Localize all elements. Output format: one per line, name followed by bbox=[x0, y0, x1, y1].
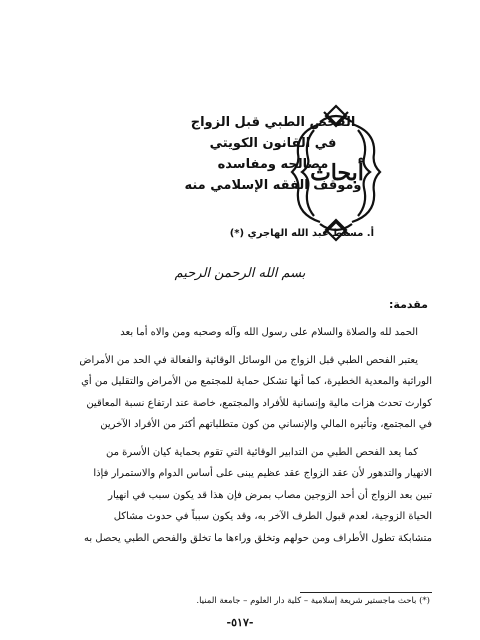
text-line: في المجتمع، وتأثيره المالي والإنساني من كون متطلباتهم أكثر من الأفراد الآخرين bbox=[100, 419, 432, 430]
footnote-divider bbox=[300, 592, 432, 593]
title-line: الفحص الطبي قبل الزواج bbox=[190, 115, 356, 130]
article-title bbox=[178, 112, 368, 196]
section-heading: مقدمة: bbox=[389, 298, 428, 311]
body-text bbox=[46, 322, 432, 549]
title-line: وموقف الفقه الإسلامي منه bbox=[184, 178, 362, 193]
paragraph bbox=[46, 442, 432, 550]
text-line: تبين بعد الزواج أن أحد الزوجين مصاب بمرض فإن هذا قد يكون سبب في انهيار bbox=[108, 489, 432, 501]
title-line: مصالحه ومفاسده bbox=[217, 157, 329, 172]
paragraph bbox=[46, 350, 432, 436]
text-line: الحياة الزوجية، لعدم قبول الطرف الآخر به، وقد يكون سبباً في حدوث مشاكل bbox=[113, 511, 432, 522]
author-name: أ. مسلط عبد الله الهاجري (*) bbox=[229, 228, 374, 239]
basmala: بسم الله الرحمن الرحيم bbox=[174, 266, 306, 281]
title-line: في القانون الكويتي bbox=[209, 136, 337, 151]
section-label: أبحاث bbox=[310, 160, 364, 186]
text-line: كما يعد الفحص الطبي من التدابير الوقائية التي تقوم بحماية كيان الأسرة من bbox=[105, 446, 418, 458]
text-line: متشابكة تطول الأطراف ومن حولهم وتخلق وراءها ما تخلق والفحص الطبي يحصل به bbox=[83, 532, 432, 544]
text-line: كوارث تحدث هزات مالية وإنسانية للأفراد والمجتمع، خاصة عند ارتفاع نسبة المعاقين bbox=[86, 397, 432, 409]
paragraph bbox=[46, 322, 432, 344]
text-line: الحمد لله والصلاة والسلام على رسول الله وآله وصحبه ومن والاه أما بعد bbox=[120, 327, 418, 338]
text-line: الانهيار والتدهور لأن عقد الزواج عقد عظيم يبنى على أساس الدوام والاستمرار فإذا bbox=[93, 468, 432, 479]
text-line: الوراثية والمعدية الخطيرة، كما أنها تشكل حماية للمجتمع من الأمراض والتقليل من أي bbox=[81, 376, 432, 387]
text-line: يعتبر الفحص الطبي قبل الزواج من الوسائل الوقائية والفعالة في الحد من الأمراض bbox=[79, 354, 418, 366]
footnote: (*) باحث ماجستير شريعة إسلامية – كلية دار العلوم – جامعة المنيا. bbox=[196, 596, 430, 606]
page-number: -٥١٧- bbox=[226, 616, 254, 629]
